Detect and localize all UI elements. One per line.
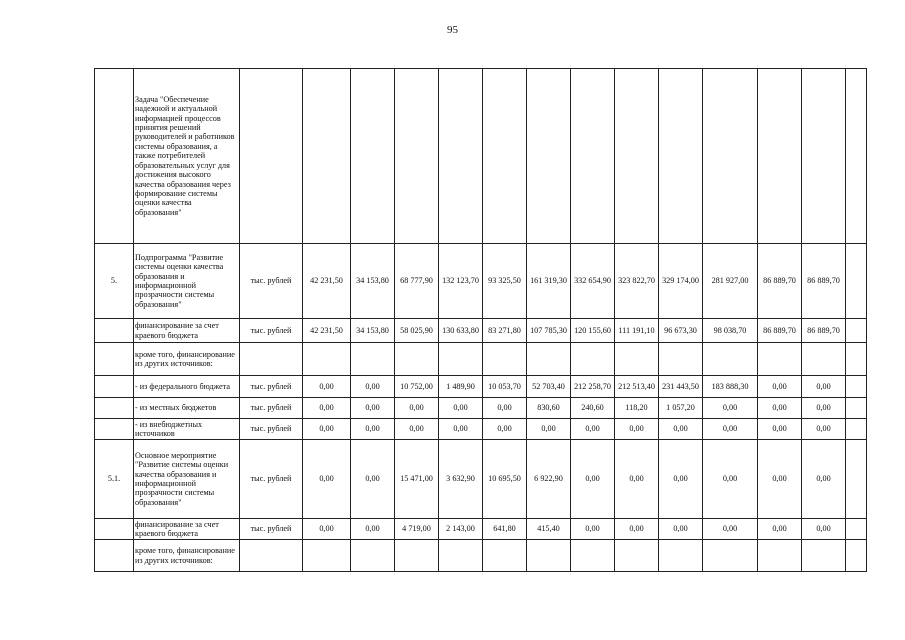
row-number-cell bbox=[95, 343, 134, 376]
value-cell bbox=[846, 319, 867, 343]
value-cell bbox=[439, 343, 483, 376]
value-cell: 118,20 bbox=[615, 398, 659, 419]
value-cell bbox=[846, 376, 867, 398]
value-cell bbox=[758, 69, 802, 244]
unit-cell: тыс. рублей bbox=[240, 519, 303, 540]
row-name-cell: кроме того, финансирование из других источников: bbox=[134, 343, 240, 376]
value-cell: 240,60 bbox=[571, 398, 615, 419]
value-cell bbox=[571, 540, 615, 572]
value-cell: 96 673,30 bbox=[659, 319, 703, 343]
value-cell bbox=[483, 540, 527, 572]
value-cell: 0,00 bbox=[303, 398, 351, 419]
value-cell bbox=[351, 540, 395, 572]
value-cell: 183 888,30 bbox=[703, 376, 758, 398]
row-number-cell bbox=[95, 540, 134, 572]
row-name-cell: финансирование за счет краевого бюджета bbox=[134, 319, 240, 343]
table-row bbox=[95, 69, 867, 244]
value-cell: 86 889,70 bbox=[802, 244, 846, 319]
value-cell: 0,00 bbox=[758, 419, 802, 440]
row-number-cell bbox=[95, 419, 134, 440]
value-cell: 212 258,70 bbox=[571, 376, 615, 398]
value-cell bbox=[527, 69, 571, 244]
value-cell: 0,00 bbox=[802, 440, 846, 519]
value-cell bbox=[303, 343, 351, 376]
row-number-cell bbox=[95, 519, 134, 540]
value-cell: 0,00 bbox=[758, 440, 802, 519]
value-cell bbox=[483, 343, 527, 376]
value-cell: 4 719,00 bbox=[395, 519, 439, 540]
value-cell: 86 889,70 bbox=[758, 244, 802, 319]
value-cell bbox=[571, 69, 615, 244]
value-cell: 0,00 bbox=[483, 398, 527, 419]
value-cell: 42 231,50 bbox=[303, 319, 351, 343]
value-cell: 3 632,90 bbox=[439, 440, 483, 519]
value-cell: 0,00 bbox=[303, 376, 351, 398]
value-cell bbox=[439, 540, 483, 572]
value-cell bbox=[846, 540, 867, 572]
row-name-cell: Подпрограмма "Развитие системы оценки качества образования и информационной прозрачности системы образования" bbox=[134, 244, 240, 319]
row-name-cell: - из местных бюджетов bbox=[134, 398, 240, 419]
value-cell bbox=[659, 540, 703, 572]
value-cell: 58 025,90 bbox=[395, 319, 439, 343]
row-number-cell: 5.1. bbox=[95, 440, 134, 519]
value-cell: 86 889,70 bbox=[802, 319, 846, 343]
budget-table bbox=[94, 68, 867, 572]
unit-cell: тыс. рублей bbox=[240, 398, 303, 419]
value-cell bbox=[395, 540, 439, 572]
row-number-cell bbox=[95, 319, 134, 343]
value-cell: 0,00 bbox=[571, 440, 615, 519]
value-cell: 0,00 bbox=[703, 398, 758, 419]
value-cell: 212 513,40 bbox=[615, 376, 659, 398]
table-row bbox=[95, 540, 867, 572]
value-cell bbox=[395, 69, 439, 244]
table-row bbox=[95, 440, 867, 519]
value-cell: 34 153,80 bbox=[351, 244, 395, 319]
value-cell: 0,00 bbox=[615, 419, 659, 440]
table-row bbox=[95, 343, 867, 376]
value-cell: 107 785,30 bbox=[527, 319, 571, 343]
unit-cell: тыс. рублей bbox=[240, 419, 303, 440]
table-row bbox=[95, 398, 867, 419]
value-cell bbox=[802, 69, 846, 244]
row-name-cell: финансирование за счет краевого бюджета bbox=[134, 519, 240, 540]
value-cell bbox=[758, 343, 802, 376]
value-cell: 0,00 bbox=[303, 419, 351, 440]
table-row bbox=[95, 519, 867, 540]
value-cell: 0,00 bbox=[758, 376, 802, 398]
value-cell: 130 633,80 bbox=[439, 319, 483, 343]
value-cell: 83 271,80 bbox=[483, 319, 527, 343]
value-cell: 15 471,00 bbox=[395, 440, 439, 519]
value-cell bbox=[439, 69, 483, 244]
value-cell: 0,00 bbox=[703, 419, 758, 440]
row-name-cell: - из внебюджетных источников bbox=[134, 419, 240, 440]
value-cell bbox=[703, 540, 758, 572]
value-cell: 830,60 bbox=[527, 398, 571, 419]
value-cell: 111 191,10 bbox=[615, 319, 659, 343]
value-cell: 10 053,70 bbox=[483, 376, 527, 398]
value-cell bbox=[846, 440, 867, 519]
unit-cell: тыс. рублей bbox=[240, 440, 303, 519]
value-cell bbox=[527, 343, 571, 376]
value-cell: 0,00 bbox=[303, 440, 351, 519]
value-cell bbox=[846, 69, 867, 244]
value-cell bbox=[846, 419, 867, 440]
value-cell: 1 057,20 bbox=[659, 398, 703, 419]
value-cell: 6 922,90 bbox=[527, 440, 571, 519]
value-cell: 42 231,50 bbox=[303, 244, 351, 319]
table-row bbox=[95, 376, 867, 398]
unit-cell bbox=[240, 69, 303, 244]
row-name-cell: - из федерального бюджета bbox=[134, 376, 240, 398]
value-cell: 0,00 bbox=[802, 419, 846, 440]
value-cell: 0,00 bbox=[758, 519, 802, 540]
value-cell bbox=[527, 540, 571, 572]
value-cell: 10 752,00 bbox=[395, 376, 439, 398]
value-cell: 0,00 bbox=[351, 519, 395, 540]
value-cell: 231 443,50 bbox=[659, 376, 703, 398]
value-cell: 281 927,00 bbox=[703, 244, 758, 319]
unit-cell: тыс. рублей bbox=[240, 376, 303, 398]
value-cell: 0,00 bbox=[351, 419, 395, 440]
value-cell: 0,00 bbox=[351, 440, 395, 519]
row-name-cell: кроме того, финансирование из других источников: bbox=[134, 540, 240, 572]
value-cell: 0,00 bbox=[571, 419, 615, 440]
value-cell: 0,00 bbox=[483, 419, 527, 440]
row-name-cell: Задача "Обеспечение надежной и актуальной информацией процессов принятия решений руководителей и работников системы образования, а также потребителей образовательных услуг для достижения высокого качества образования через формирование системы оценки качества образования" bbox=[134, 69, 240, 244]
value-cell: 52 703,40 bbox=[527, 376, 571, 398]
row-name-cell: Основное мероприятие "Развитие системы оценки качества образования и информационной прозрачности системы образования" bbox=[134, 440, 240, 519]
value-cell: 0,00 bbox=[439, 398, 483, 419]
value-cell: 98 038,70 bbox=[703, 319, 758, 343]
value-cell: 1 489,90 bbox=[439, 376, 483, 398]
value-cell: 0,00 bbox=[659, 519, 703, 540]
value-cell: 0,00 bbox=[571, 519, 615, 540]
table-row bbox=[95, 419, 867, 440]
value-cell: 0,00 bbox=[395, 398, 439, 419]
value-cell: 641,80 bbox=[483, 519, 527, 540]
value-cell bbox=[703, 69, 758, 244]
value-cell: 332 654,90 bbox=[571, 244, 615, 319]
value-cell bbox=[615, 69, 659, 244]
value-cell: 0,00 bbox=[439, 419, 483, 440]
value-cell bbox=[846, 519, 867, 540]
value-cell: 0,00 bbox=[351, 376, 395, 398]
value-cell: 86 889,70 bbox=[758, 319, 802, 343]
value-cell: 0,00 bbox=[659, 419, 703, 440]
value-cell bbox=[483, 69, 527, 244]
value-cell bbox=[303, 540, 351, 572]
value-cell: 0,00 bbox=[351, 398, 395, 419]
value-cell: 0,00 bbox=[527, 419, 571, 440]
value-cell: 2 143,00 bbox=[439, 519, 483, 540]
table-row bbox=[95, 244, 867, 319]
value-cell: 0,00 bbox=[303, 519, 351, 540]
value-cell bbox=[846, 398, 867, 419]
value-cell: 0,00 bbox=[802, 376, 846, 398]
unit-cell: тыс. рублей bbox=[240, 244, 303, 319]
value-cell: 161 319,30 bbox=[527, 244, 571, 319]
value-cell bbox=[846, 343, 867, 376]
value-cell: 132 123,70 bbox=[439, 244, 483, 319]
value-cell bbox=[351, 343, 395, 376]
value-cell: 0,00 bbox=[659, 440, 703, 519]
value-cell: 415,40 bbox=[527, 519, 571, 540]
table-row bbox=[95, 319, 867, 343]
value-cell bbox=[571, 343, 615, 376]
value-cell bbox=[802, 540, 846, 572]
value-cell: 120 155,60 bbox=[571, 319, 615, 343]
row-number-cell bbox=[95, 376, 134, 398]
value-cell bbox=[615, 540, 659, 572]
unit-cell: тыс. рублей bbox=[240, 319, 303, 343]
value-cell bbox=[659, 343, 703, 376]
value-cell bbox=[303, 69, 351, 244]
value-cell bbox=[615, 343, 659, 376]
value-cell: 68 777,90 bbox=[395, 244, 439, 319]
value-cell bbox=[351, 69, 395, 244]
value-cell: 10 695,50 bbox=[483, 440, 527, 519]
value-cell: 34 153,80 bbox=[351, 319, 395, 343]
value-cell: 0,00 bbox=[802, 398, 846, 419]
unit-cell bbox=[240, 540, 303, 572]
value-cell: 0,00 bbox=[395, 419, 439, 440]
value-cell: 329 174,00 bbox=[659, 244, 703, 319]
page-number: 95 bbox=[447, 24, 458, 36]
value-cell bbox=[395, 343, 439, 376]
value-cell: 0,00 bbox=[703, 440, 758, 519]
row-number-cell: 5. bbox=[95, 244, 134, 319]
row-number-cell bbox=[95, 398, 134, 419]
value-cell: 0,00 bbox=[802, 519, 846, 540]
value-cell bbox=[758, 540, 802, 572]
value-cell: 0,00 bbox=[758, 398, 802, 419]
value-cell: 93 325,50 bbox=[483, 244, 527, 319]
value-cell bbox=[703, 343, 758, 376]
value-cell: 0,00 bbox=[703, 519, 758, 540]
value-cell: 0,00 bbox=[615, 440, 659, 519]
value-cell bbox=[802, 343, 846, 376]
row-number-cell bbox=[95, 69, 134, 244]
value-cell: 0,00 bbox=[615, 519, 659, 540]
unit-cell bbox=[240, 343, 303, 376]
value-cell bbox=[659, 69, 703, 244]
value-cell bbox=[846, 244, 867, 319]
value-cell: 323 822,70 bbox=[615, 244, 659, 319]
